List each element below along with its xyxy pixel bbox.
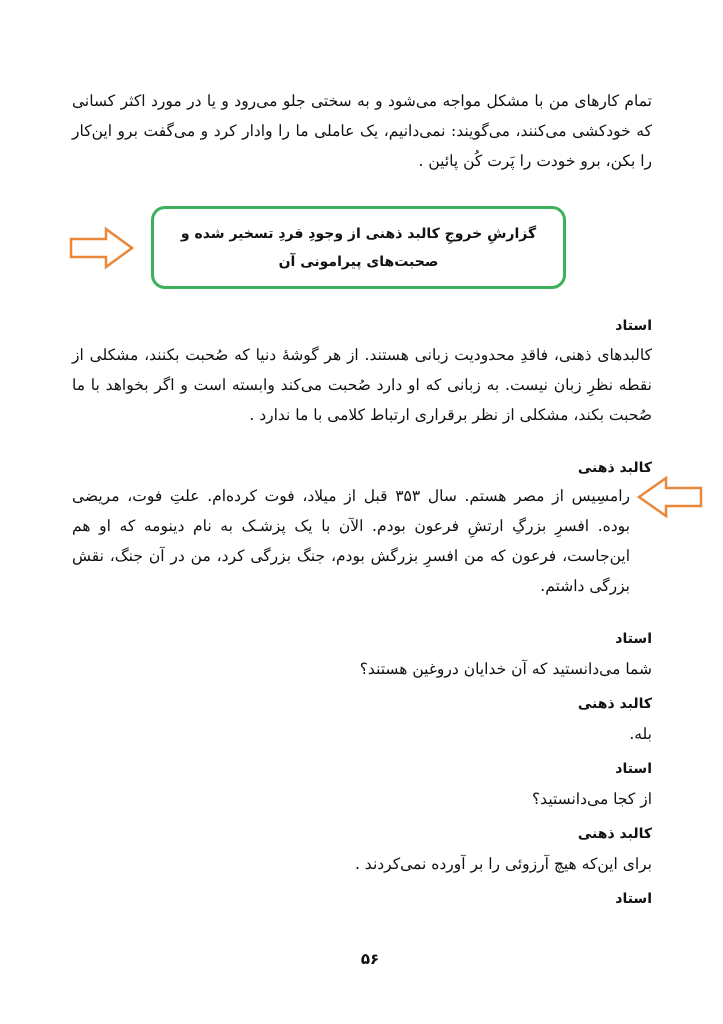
dialogue-paragraph: از کجا می‌دانستید؟ xyxy=(531,790,652,808)
dialogue-text xyxy=(72,481,630,601)
speaker-label: استاد xyxy=(615,761,652,777)
intro-text: تمام کارهای من با مشکل مواجه می‌شود و به سختی جلو می‌رود و یا در مورد اکثر کسانی که خودکشی می‌کنند، می‌گویند: نمی‌دانیم، یک عاملی ما را وادار کرد و می‌گفت برو این‌کار را بکن، برو خودت را پَرت کُن پائین . xyxy=(72,92,652,170)
dialogue-text xyxy=(72,719,652,749)
speaker-label: کالبد ذهنی xyxy=(577,460,652,476)
speaker-label: استاد xyxy=(615,891,652,907)
dialogue-paragraph: رامسِیس از مصر هستم. سال ۳۵۳ قبل از میلاد، فوت کرده‌ام. علتِ فوت، مریضی بوده. افسرِ بزرگِ ارتشِ فرعون بودم. الآن با یک پزشـک به نام دینومه که او هم این‌جاست، فرعون که من افسرِ بزرگش بودم، جنگ بزرگی کرد، من در آن جنگ، نقش بزرگی داشتم. xyxy=(72,487,630,595)
dialogue-text xyxy=(72,784,652,814)
speaker-label: کالبد ذهنی xyxy=(577,696,652,712)
dialogue-paragraph: شما می‌دانستید که آن خدایان دروغین هستند؟ xyxy=(359,660,652,678)
dialogue-paragraph: کالبدهای ذهنی، فاقدِ محدودیت زبانی هستند. از هر گوشهٔ دنیا که صُحبت بکنند، مشکلی از نقطه نظرِ زبان نیست. به زبانی که او دارد صُحبت می‌کند وابسته است و اگر بخواهد با ما صُحبت بکند، مشکلی از نظر برقراری ارتباط کلامی با ما ندارد . xyxy=(72,346,652,424)
dialogue-paragraph: برای این‌که هیچ آرزوئی را بر آورده نمی‌کردند . xyxy=(354,855,652,873)
speaker-label: کالبد ذهنی xyxy=(577,826,652,842)
right-arrow-icon xyxy=(68,226,136,270)
dialogue-paragraph: بله. xyxy=(629,725,652,743)
page-number: ۵۶ xyxy=(360,950,380,968)
intro-paragraph xyxy=(72,86,652,176)
dialogue-text xyxy=(72,654,652,684)
section-title-box xyxy=(151,206,566,289)
dialogue-text xyxy=(72,849,652,879)
left-arrow-icon xyxy=(634,475,704,519)
speaker-label: استاد xyxy=(615,318,652,334)
section-title: گزارشِ خروجِ کالبد ذهنی از وجودِ فردِ تسخیر شده و صحبت‌های پیرامونی آن xyxy=(180,225,537,270)
dialogue-text xyxy=(72,340,652,430)
speaker-label: استاد xyxy=(615,631,652,647)
